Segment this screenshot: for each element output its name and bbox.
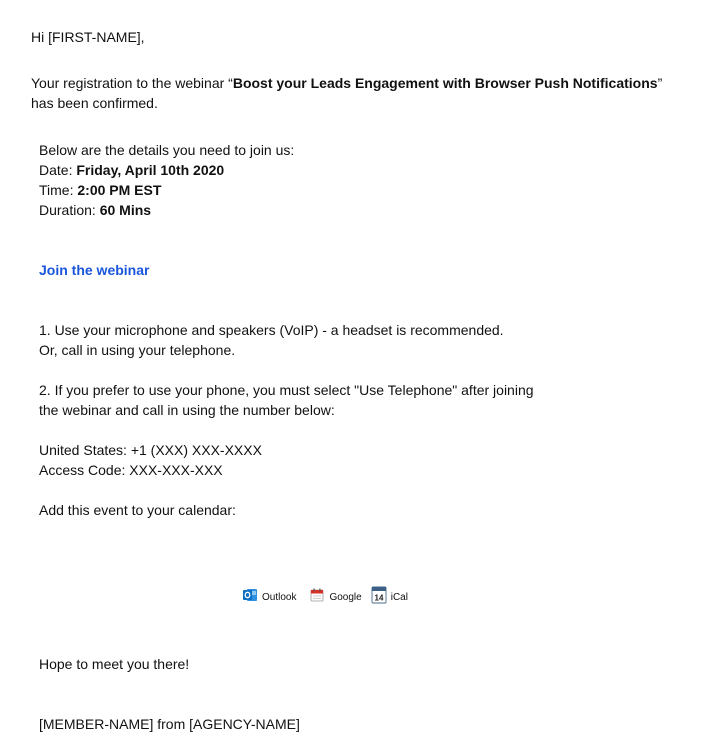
date-label: Date: <box>39 162 77 178</box>
access-code: Access Code: XXX-XXX-XXX <box>39 462 223 478</box>
outlook-calendar-link[interactable] <box>242 587 296 609</box>
greeting: Hi [FIRST-NAME], <box>31 29 145 45</box>
webinar-details <box>39 140 294 220</box>
date-line <box>39 160 294 180</box>
ical-day-number: 14 <box>374 593 384 603</box>
step-two-line-2: the webinar and call in using the number below: <box>39 402 335 418</box>
us-phone-number: United States: +1 (XXX) XXX-XXXX <box>39 442 262 458</box>
date-value: Friday, April 10th 2020 <box>76 162 225 178</box>
webinar-title: Boost your Leads Engagement with Browser Push Notifications <box>232 75 658 91</box>
registration-confirmation <box>31 73 671 113</box>
time-line <box>39 180 294 200</box>
ical-label: iCal <box>390 592 408 603</box>
step-one-line-2: Or, call in using your telephone. <box>39 342 236 358</box>
registration-suffix: ” has been confirmed. <box>31 75 663 111</box>
duration-value: 60 Mins <box>99 202 152 218</box>
closing-line: Hope to meet you there! <box>39 656 190 672</box>
calendar-links <box>242 586 417 610</box>
registration-prefix: Your registration to the webinar “ <box>31 75 233 91</box>
duration-line <box>39 200 294 220</box>
signoff: [MEMBER-NAME] from [AGENCY-NAME] <box>39 716 300 732</box>
calendar-prompt: Add this event to your calendar: <box>39 502 236 518</box>
step-two-line-1: 2. If you prefer to use your phone, you must select "Use Telephone" after joining <box>39 382 534 398</box>
step-two <box>39 380 534 420</box>
phone-details <box>39 440 262 480</box>
outlook-label: Outlook <box>262 592 297 603</box>
step-one <box>39 320 504 360</box>
ical-calendar-link[interactable] <box>371 586 408 610</box>
ical-icon <box>371 586 387 610</box>
outlook-icon <box>242 587 258 609</box>
google-calendar-link[interactable] <box>309 587 361 609</box>
join-webinar-link[interactable]: Join the webinar <box>39 262 150 278</box>
details-intro: Below are the details you need to join us: <box>39 142 295 158</box>
time-label: Time: <box>39 182 78 198</box>
duration-label: Duration: <box>39 202 100 218</box>
step-one-line-1: 1. Use your microphone and speakers (VoIP) - a headset is recommended. <box>39 322 504 338</box>
google-calendar-icon <box>309 587 325 609</box>
google-label: Google <box>329 592 362 603</box>
time-value: 2:00 PM EST <box>77 182 162 198</box>
